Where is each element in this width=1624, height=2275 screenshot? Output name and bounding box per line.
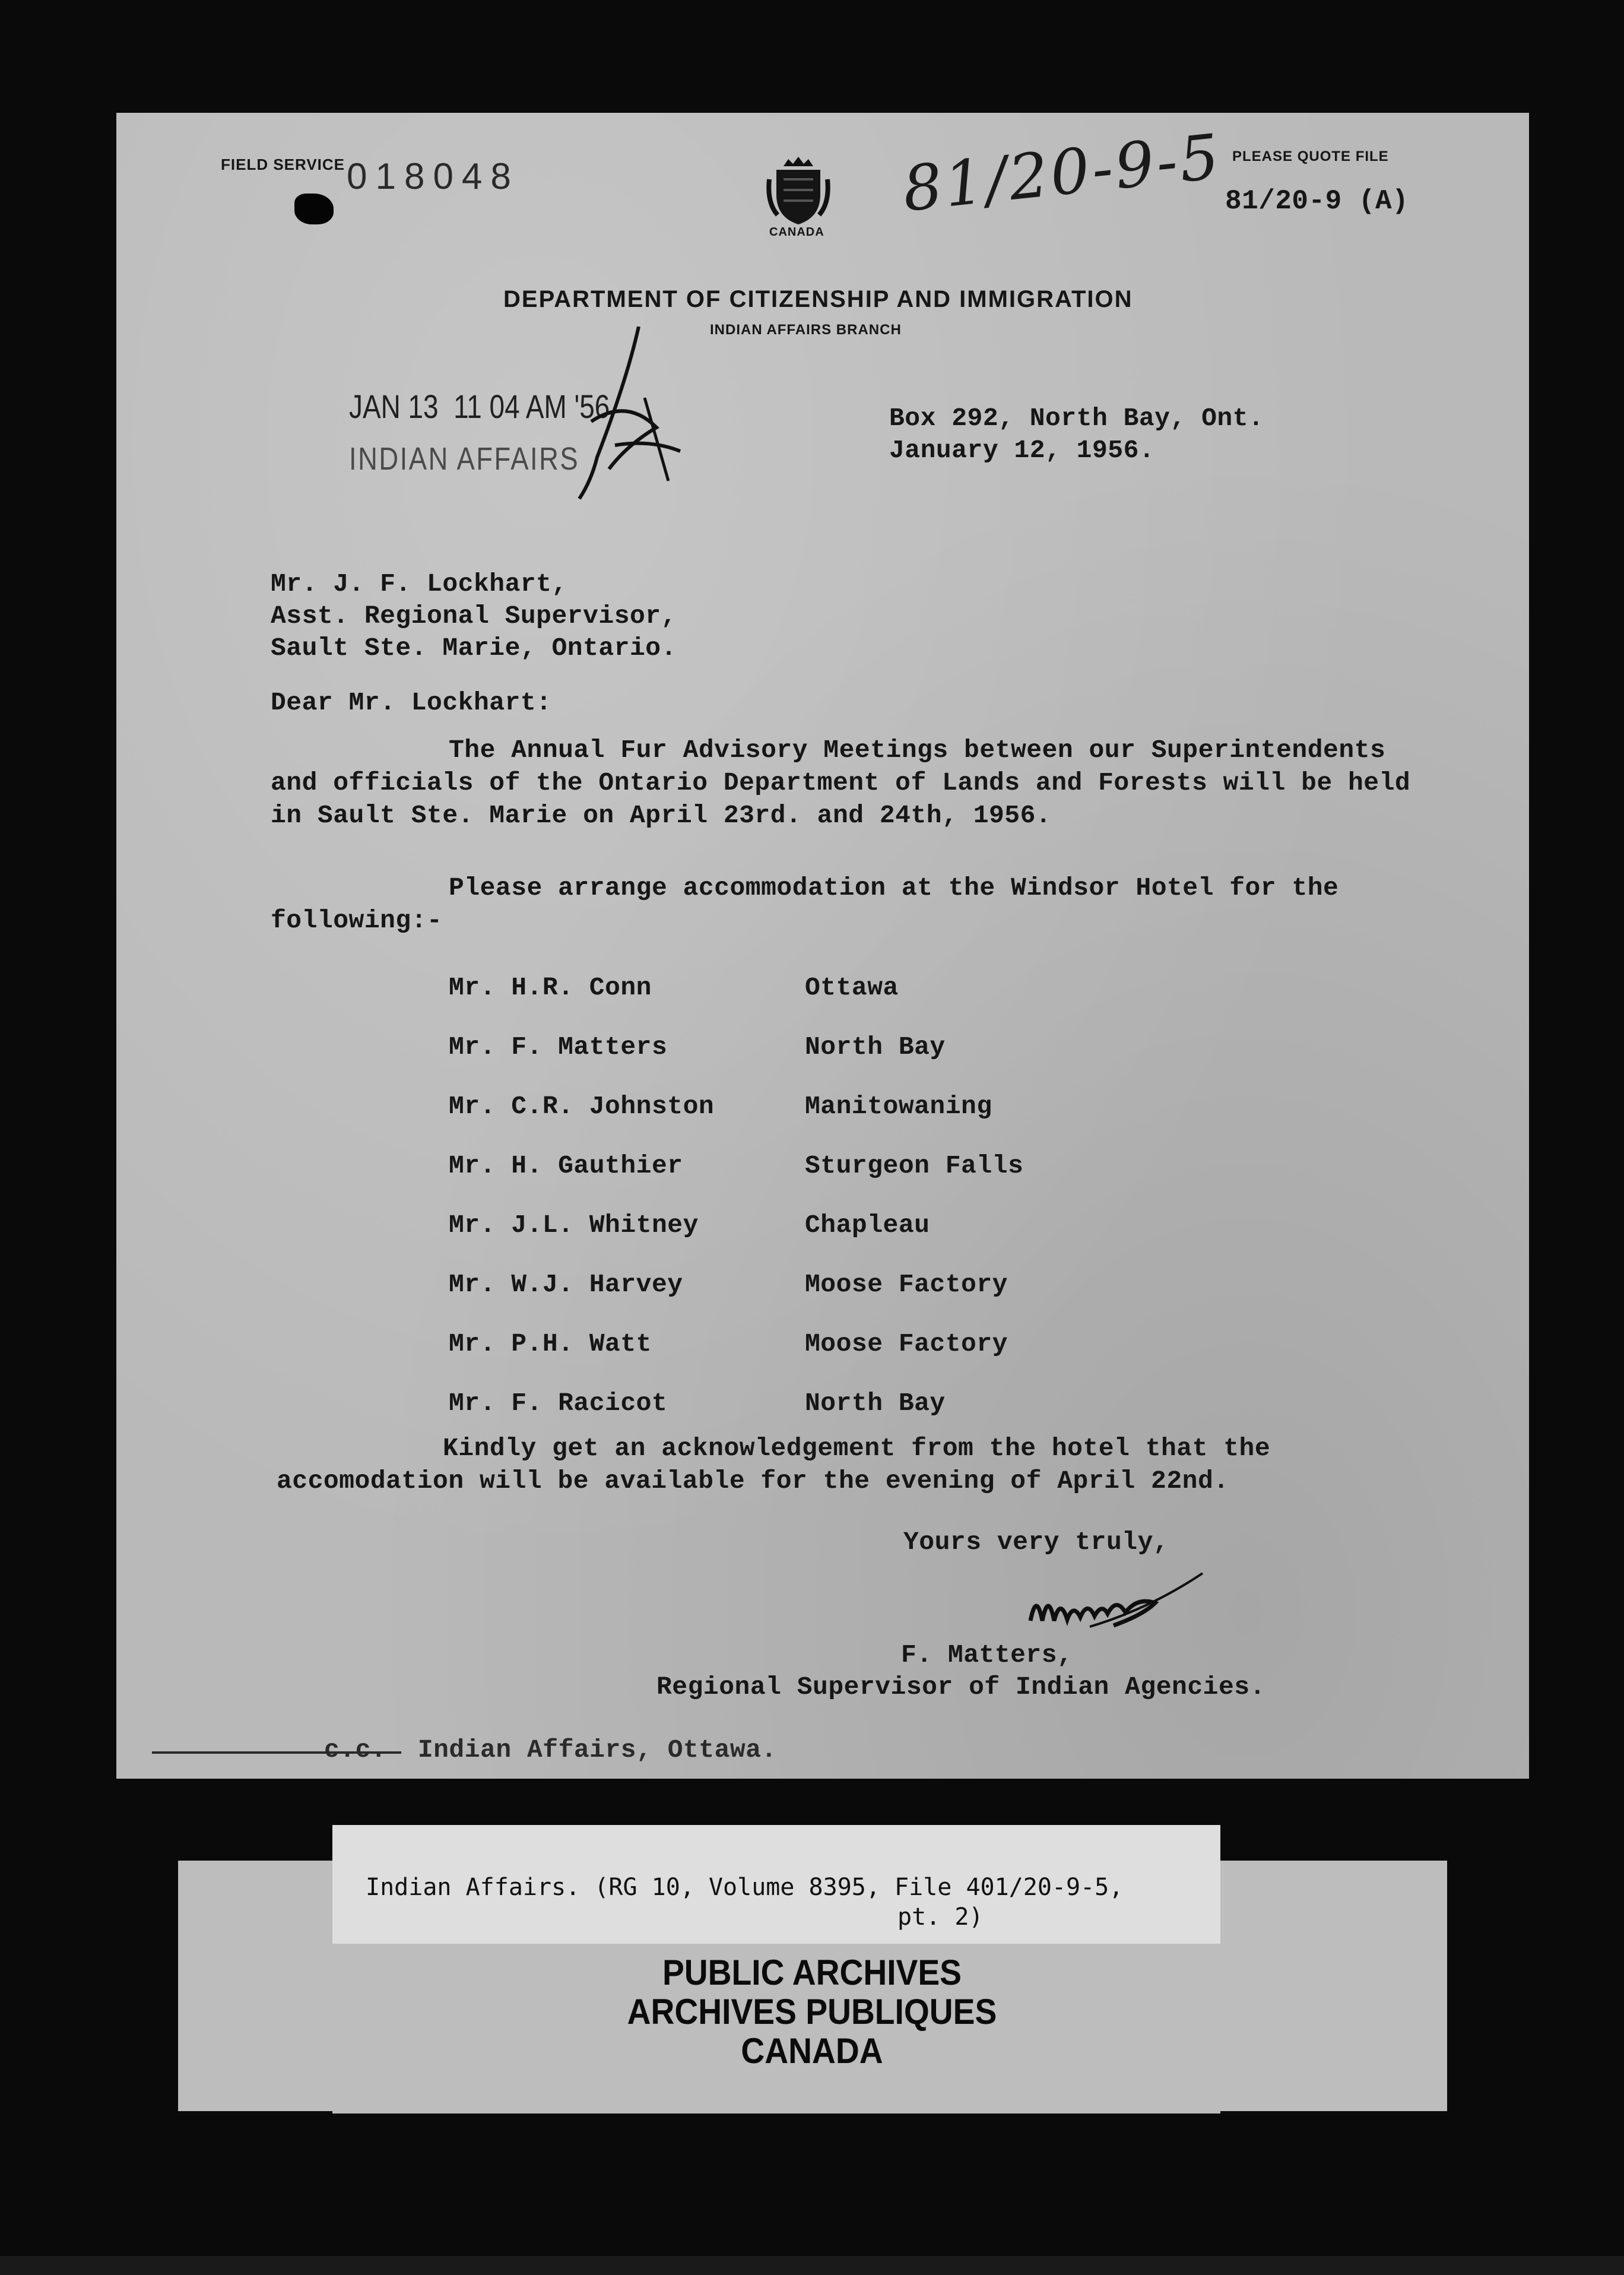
attendee-place: Sturgeon Falls [805,1151,1024,1180]
attendee-name: Mr. H.R. Conn [449,973,652,1002]
cc-line: c.c. Indian Affairs, Ottawa. [324,1735,777,1764]
branch-heading: INDIAN AFFAIRS BRANCH [710,322,902,338]
signature [1019,1555,1209,1645]
signer-title: Regional Supervisor of Indian Agencies. [656,1672,1265,1702]
attendee-name: Mr. F. Matters [449,1032,668,1062]
archive-reference-line2: pt. 2) [897,1903,984,1931]
field-service-label: FIELD SERVICE [221,156,345,173]
attendee-place: Moose Factory [805,1270,1008,1299]
attendee-name: Mr. P.H. Watt [449,1329,652,1358]
attendee-name: Mr. H. Gauthier [449,1151,683,1180]
received-stamp-office: INDIAN AFFAIRS [349,441,580,477]
canada-crest [766,156,831,245]
closing: Yours very truly, [903,1528,1169,1557]
recipient-title: Asst. Regional Supervisor, [271,601,677,630]
initials-signature [556,327,686,505]
sender-address: Box 292, North Bay, Ont. [889,404,1264,433]
attendee-place: Chapleau [805,1211,930,1240]
attendee-place: Moose Factory [805,1329,1008,1358]
attendee-name: Mr. F. Racicot [449,1389,668,1418]
recipient-name: Mr. J. F. Lockhart, [271,569,567,598]
archive-stamp-line2: ARCHIVES PUBLIQUES [627,1992,997,2032]
letter-date: January 12, 1956. [889,436,1155,465]
archive-stamp-line3: CANADA [741,2031,883,2071]
letter-page [116,113,1529,1779]
crest-caption: CANADA [769,226,824,239]
signer-name: F. Matters, [901,1640,1073,1669]
attendee-place: Manitowaning [805,1092,992,1121]
attendee-place: North Bay [805,1032,946,1062]
attendee-name: Mr. J.L. Whitney [449,1211,699,1240]
body-paragraph-3: Kindly get an acknowledgement from the hotel that the accomodation will be available for the evening of April 22nd. [277,1434,1271,1496]
attendee-place: North Bay [805,1389,946,1418]
attendee-name: Mr. W.J. Harvey [449,1270,683,1299]
received-stamp-date: JAN 13 11 04 AM '56 [349,388,610,425]
body-paragraph-1: The Annual Fur Advisory Meetings between our Superintendents and officials of the Ontario Department of Lands and Forests will be held in Sault Ste. Marie on April 23rd. and 24th, 1956. [271,736,1411,831]
salutation: Dear Mr. Lockhart: [271,688,552,717]
field-service-number: 018048 [347,156,519,197]
film-edge [0,2256,1624,2275]
department-heading: DEPARTMENT OF CITIZENSHIP AND IMMIGRATION [503,286,1133,312]
archive-label-strip [332,2078,1220,2114]
archive-reference-card [332,1825,1220,1944]
ink-blot [294,194,334,224]
attendee-name: Mr. C.R. Johnston [449,1092,715,1121]
please-quote-label: PLEASE QUOTE FILE [1232,148,1389,164]
recipient-location: Sault Ste. Marie, Ontario. [271,633,677,663]
archive-stamp-line1: PUBLIC ARCHIVES [662,1953,962,1992]
handwritten-file-number: 81/20-9-5 [899,120,1225,226]
archive-reference-line1: Indian Affairs. (RG 10, Volume 8395, File 401/20-9-5, [366,1874,1124,1901]
body-paragraph-2: Please arrange accommodation at the Windsor Hotel for the following:- [271,873,1339,936]
attendee-place: Ottawa [805,973,899,1002]
file-reference: 81/20-9 (A) [1225,186,1409,217]
